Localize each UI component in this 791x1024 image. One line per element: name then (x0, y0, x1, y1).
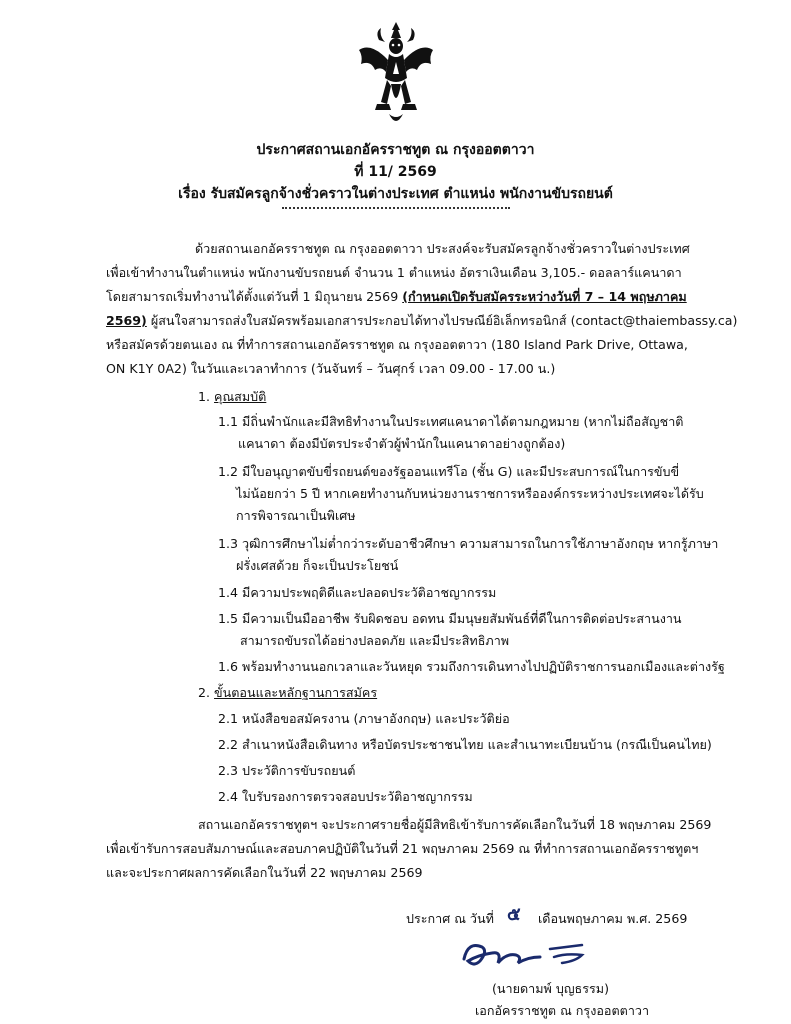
garuda-emblem-icon (355, 20, 437, 130)
intro-line-5: หรือสมัครด้วยตนเอง ณ ที่ทำการสถานเอกอัครราชทูต ณ กรุงออตตาวา (180 Island Park Drive, Ottawa, (106, 337, 688, 352)
item-1-2-cont-2: การพิจารณาเป็นพิเศษ (236, 508, 356, 523)
handwritten-signature (458, 935, 598, 975)
intro-email-text: ผู้สนใจสามารถส่งใบสมัครพร้อมเอกสารประกอบได้ทางไปรษณีย์อิเล็กทรอนิกส์ (contact@thaiembassy.ca) (146, 313, 738, 328)
item-2-4: 2.4 ใบรับรองการตรวจสอบประวัติอาชญากรรม (218, 789, 473, 804)
intro-line-6: ON K1Y 0A2) ในวันและเวลาทำการ (วันจันทร์ – วันศุกร์ เวลา 09.00 - 17.00 น.) (106, 361, 556, 376)
date-suffix: เดือนพฤษภาคม พ.ศ. 2569 (538, 911, 688, 926)
section-1-title: คุณสมบัติ (214, 389, 267, 404)
section-1-heading (198, 386, 266, 408)
intro-line-3 (106, 286, 687, 308)
application-period: (กำหนดเปิดรับสมัครระหว่างวันที่ 7 – 14 พฤษภาคม (402, 289, 687, 304)
section-2-heading (198, 682, 377, 704)
announcement-title: ประกาศสถานเอกอัครราชทูต ณ กรุงออตตาวา (256, 142, 535, 158)
item-2-2: 2.2 สำเนาหนังสือเดินทาง หรือบัตรประชาชนไทย และสำเนาทะเบียนบ้าน (กรณีเป็นคนไทย) (218, 737, 712, 752)
item-1-2: 1.2 มีใบอนุญาตขับขี่รถยนต์ของรัฐออนแทรีโอ (ชั้น G) และมีประสบการณ์ในการขับขี่ (218, 464, 680, 479)
item-2-1: 2.1 หนังสือขอสมัครงาน (ภาษาอังกฤษ) และประวัติย่อ (218, 711, 510, 726)
signatory-position: เอกอัครราชทูต ณ กรุงออตตาวา (475, 1003, 650, 1018)
intro-line-1: ด้วยสถานเอกอัครราชทูต ณ กรุงออตตาวา ประสงค์จะรับสมัครลูกจ้างชั่วคราวในต่างประเทศ (195, 241, 690, 256)
item-1-6: 1.6 พร้อมทำงานนอกเวลาและวันหยุด รวมถึงการเดินทางไปปฏิบัติราชการนอกเมืองและต่างรัฐ (218, 659, 725, 674)
closing-line-3: และจะประกาศผลการคัดเลือกในวันที่ 22 พฤษภาคม 2569 (106, 865, 423, 880)
item-1-3-cont: ฝรั่งเศสด้วย ก็จะเป็นประโยชน์ (236, 558, 399, 573)
section-1-number: 1. (198, 389, 215, 404)
announcement-subject: เรื่อง รับสมัครลูกจ้างชั่วคราวในต่างประเทศ ตำแหน่ง พนักงานขับรถยนต์ (178, 186, 613, 202)
closing-line-1: สถานเอกอัครราชทูตฯ จะประกาศรายชื่อผู้มีสิทธิเข้ารับการคัดเลือกในวันที่ 18 พฤษภาคม 2569 (198, 817, 712, 832)
item-1-4: 1.4 มีความประพฤติดีและปลอดประวัติอาชญากรรม (218, 585, 497, 600)
intro-line-2: เพื่อเข้าทำงานในตำแหน่ง พนักงานขับรถยนต์ จำนวน 1 ตำแหน่ง อัตราเงินเดือน 3,105.- ดอลลาร์แคนาดา (106, 265, 682, 280)
item-1-2-cont: ไม่น้อยกว่า 5 ปี หากเคยทำงานกับหน่วยงานราชการหรือองค์กรระหว่างประเทศจะได้รับ (236, 486, 704, 501)
intro-start-date: โดยสามารถเริ่มทำงานได้ตั้งแต่วันที่ 1 มิถุนายน 2569 (106, 289, 403, 304)
section-2-number: 2. (198, 685, 215, 700)
item-2-3: 2.3 ประวัติการขับรถยนต์ (218, 763, 356, 778)
application-period-year: 2569) (106, 313, 147, 328)
intro-line-4 (106, 310, 737, 332)
header-divider (282, 207, 510, 209)
closing-line-2: เพื่อเข้ารับการสอบสัมภาษณ์และสอบภาคปฏิบัติในวันที่ 21 พฤษภาคม 2569 ณ ที่ทำการสถานเอกอัครราชทูตฯ (106, 841, 699, 856)
date-day: ๕ (507, 904, 521, 925)
item-1-5: 1.5 มีความเป็นมืออาชีพ รับผิดชอบ อดทน มีมนุษยสัมพันธ์ที่ดีในการติดต่อประสานงาน (218, 611, 682, 626)
section-2-title: ขั้นตอนและหลักฐานการสมัคร (214, 685, 378, 700)
signatory-name: (นายดามพ์ บุญธรรม) (492, 981, 609, 996)
item-1-3: 1.3 วุฒิการศึกษาไม่ต่ำกว่าระดับอาชีวศึกษา ความสามารถในการใช้ภาษาอังกฤษ หากรู้ภาษา (218, 536, 719, 551)
date-prefix: ประกาศ ณ วันที่ (406, 911, 494, 926)
item-1-1-cont: แคนาดา ต้องมีบัตรประจำตัวผู้พำนักในแคนาดาอย่างถูกต้อง) (238, 436, 566, 451)
item-1-5-cont: สามารถขับรถได้อย่างปลอดภัย และมีประสิทธิภาพ (240, 633, 510, 648)
item-1-1: 1.1 มีถิ่นพำนักและมีสิทธิทำงานในประเทศแคนาดาได้ตามกฎหมาย (หากไม่ถือสัญชาติ (218, 414, 684, 429)
announcement-number: ที่ 11/ 2569 (354, 164, 437, 180)
